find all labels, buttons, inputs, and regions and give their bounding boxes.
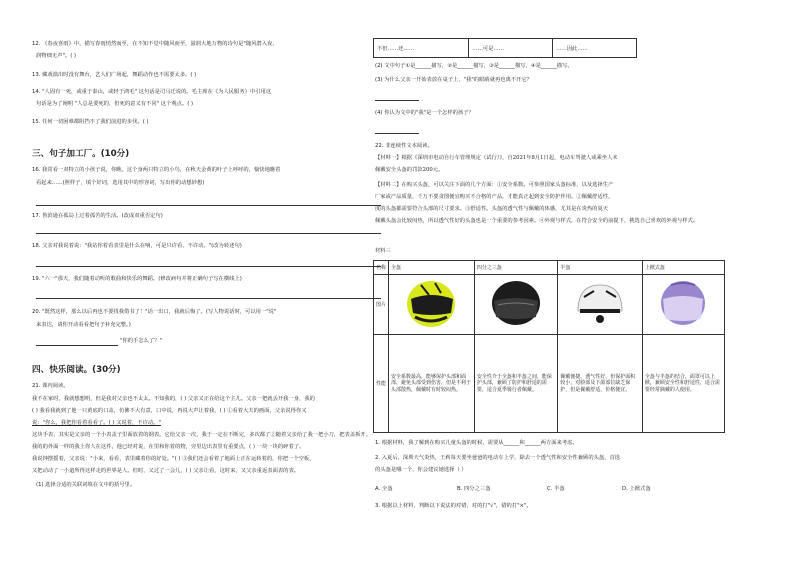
q21-sub1: (1) 选择合适的关联词填在文中的括号里。 [36, 482, 136, 488]
q18-answer-line[interactable] [36, 266, 381, 267]
helmet-table [373, 260, 725, 433]
conj-1: 不但……还…… [374, 39, 469, 58]
right-column [375, 0, 794, 562]
q21-sub3: (3) 为什么父亲一开始表放在桌子上，"我"的眼睛就再也离不开它？ [375, 77, 533, 83]
passage-line6: 我说钟摆摇着，父亲说："小来，看看，表里藏着你的好处。"( ) ③我们还会看着了地面上正在运转着的，你把一个空板， [32, 456, 315, 462]
header-name: 名称 [374, 261, 389, 275]
material2-line2: 厂家或产品质量，千万不要贪图便宜购买不合格的产品，才能真正起到安全防护作用。②佩戴舒适性， [375, 194, 614, 200]
q19: 19. "六一"那天，我们随着动听的歌曲和快乐的舞蹈。(修改病句并将正确句子写在横线上) [32, 276, 242, 282]
material1-line2: 佩戴安全头盔的罚款200元。 [375, 167, 444, 173]
helmet-image-full [389, 275, 475, 335]
header-half: 半盔 [558, 261, 643, 275]
passage-line5: 我的的外面一样的我上你人在这件，他已经对说，在里和你着的物，旁里边出表里有重要点，( ) 一块一块的碎着了。 [32, 444, 305, 450]
helmet-image-flipup [642, 275, 724, 335]
q18: 18. 父亲对我说着说："我站你着看表里是什么在响，可是只许看，不许动。"(改为转述句) [32, 243, 242, 249]
option-d[interactable]: D. 上掀式盔 [622, 486, 651, 492]
q22-sub2-line2: 的头盔是哪一个，你会建议她选择（ ） [375, 467, 467, 473]
q20-line1: 20. "既然这样，那么以后再也不要找我借书了！"话一出口，我就后悔了。(写人物说话时，可以用一"说" [32, 309, 277, 315]
option-b[interactable]: B. 四分之三盔 [457, 486, 491, 492]
q21-title: 21. 课内阅读。 [32, 383, 69, 389]
q14-line1: 14. "人固有一死，或重于泰山，或轻于鸿毛" 这句话是司马迁说的。毛主席在《为人民服务》中引用这 [32, 89, 272, 95]
flipup-helmet-icon [653, 277, 713, 331]
helmet-image-half [558, 275, 643, 335]
q22-title: 22. 非连续性文本阅读。 [375, 143, 433, 149]
passage-line3: 说："你么，我把你看着看看了。( ) 又说着，不许动。" [32, 420, 161, 426]
material1-line1: 【材料一】根据《深圳市电动自行车管理规定（试行）》，自2021年8月1日起，电动车驾驶人或乘坐人未 [375, 155, 618, 161]
conjunction-box [373, 38, 637, 58]
header-flipup: 上掀式盔 [642, 261, 724, 275]
q22-sub2-line1: 2. 入夏后，深圳天气炎热，王莉每天要坐爸爸的电动车上学，除去一个透气性和安全性兼顾的头盔，首选 [375, 455, 621, 461]
conj-2: ……可是…… [469, 39, 553, 58]
passage-line4: 这块手表，其实是父亲的一个小表盖子里面放着的钢表。它给父亲一次，我于一定在不断完，多次都了②随着父亲给了我一把小刀，把表盖拆开。 [32, 432, 372, 438]
q16-line2: 看起来……(照样子，填个好词，选用其中的形容词，写出你的动想妙想) [36, 180, 205, 186]
header-full: 全盔 [389, 261, 475, 275]
row-label-feature: 性能 [374, 335, 389, 433]
q22-sub1: 1. 根据材料，我了解到在购买儿童头盔的时候，需要从______和______两方面来考虑。 [375, 440, 578, 446]
option-c[interactable]: C. 半盔 [547, 486, 565, 492]
q12-line2: 润物细无声"。( ) [36, 53, 77, 59]
q19-answer-line[interactable] [36, 298, 381, 299]
three-quarter-helmet-icon [486, 277, 546, 331]
q16-answer-line[interactable] [36, 205, 381, 206]
q17: 17. 鲁滨逊在孤岛上过着孤苦的生活。(改成双重否定句) [32, 213, 163, 219]
q20-answer-line[interactable] [36, 345, 118, 346]
helmet-image-three-quarter [474, 275, 557, 335]
q16-line1: 16. 我常看一双特立的小孩子说，你瞧，这个身两只特立的小鸟，在秋天金黄的叶子上呼呼的，愉快地瞧着 [32, 167, 281, 173]
passage-line2: ( ) 我看我就到了他一只黄底的口盖，仿佛不大有意，口中说，再说大声让着我，( ) ①看着大夫的画面，父亲说得你又 [32, 408, 307, 414]
section3-title: 三、句子加工厂。(10分) [32, 149, 130, 159]
feature-full: 安全系数最高，能够保护头部和面部，避免头部受到伤害，但是不利于头部散热，佩戴时有时较闷热。 [389, 335, 475, 433]
material2-line4: 佩戴头盔会比较闷热，所以透气性好的头盔也是一个重要的参考因素。④外观与样式，在符合安全的前提下，挑选自己喜欢的外观与样式。 [375, 218, 699, 224]
section4-title: 四、快乐阅读。(30分) [32, 365, 121, 375]
q13: 13. 藏戏演出时没有舞台，艺人们广场起，舞蹈动作也不需要太多。( ) [32, 72, 197, 78]
q17-answer-line[interactable] [36, 233, 381, 234]
q20-line2: 来表达，请你开动看看把句子补充完整。) [36, 322, 131, 328]
q22-sub3: 3. 根据以上材料，判断以下说法的对错，对的打"√"，错的打"×"。 [375, 503, 532, 509]
conj-3: ……因此…… [553, 39, 637, 58]
q12-line1: 12. 《春夜喜雨》中，描写春雨悄然而至，在不知不觉中随风而至，滋润大地万物的诗句是"随风潜入夜， [32, 41, 278, 47]
header-three-quarter: 四分之三盔 [474, 261, 557, 275]
feature-half: 佩戴便捷，透气性好，但保护面积较小，对脸部及下颌部位缺乏保护，但是佩戴舒适，价格便宜。 [558, 335, 643, 433]
full-helmet-icon [401, 277, 461, 331]
q15: 15. 任何一切困难都阻挡不了我们前进的步伐。( ) [32, 119, 149, 125]
q21-sub4: (4) 你认为文中的"我"是一个怎样的孩子？ [375, 110, 474, 116]
option-a[interactable]: A. 全盔 [375, 486, 393, 492]
material2-line1: 【材料二】在购买头盔，可以关注下面的几个方面：①安全系数。可参照国家头盔标准，以及选择生产 [375, 182, 614, 188]
material2-line3: 度的头盔都需要符合头部的尺寸要求。③舒适性。头盔的透气性与佩戴的体感，尤其是在炎热的夏天 [375, 206, 609, 212]
passage-line1: 我不在家时，我就想想明，但是我对父亲也不太太。不知我的，( ) 父亲又正在给这个主儿。父亲一把就丢开我一身，我的 [32, 396, 315, 402]
passage-line7: 又把动动了一小道所得这样走的世界是人。但时，又过了一会儿，( ) 父亲让看，这时来，又父亲重返表面表的表。 [32, 468, 300, 474]
q21-sub4-answer[interactable] [375, 133, 419, 134]
q20-line3: "你的手怎么了？" [120, 338, 162, 344]
feature-three-quarter: 安全性介于全盔和半盔之间，能保护头部，兼顾了防护和舒适的需要，适合夏季骑行者佩戴。 [474, 335, 557, 433]
feature-flipup: 全盔与半盔的结合，面罩可以上掀，兼顾安全性和舒适性，适合需要经常摘戴的人使用。 [642, 335, 724, 433]
q21-sub3-answer[interactable] [375, 100, 419, 101]
material3-title: 材料三 [375, 248, 391, 254]
q21-sub2: (2) 文中句子①是______描写，②是______描写，③是______描写，④是______描写。 [375, 63, 573, 69]
row-label-image: 图片 [374, 275, 389, 335]
q14-line2: 句话是为了阐明 "人总是要死的，但死的意义有不同" 这个观点。( ) [36, 101, 194, 107]
half-helmet-icon [570, 277, 630, 331]
